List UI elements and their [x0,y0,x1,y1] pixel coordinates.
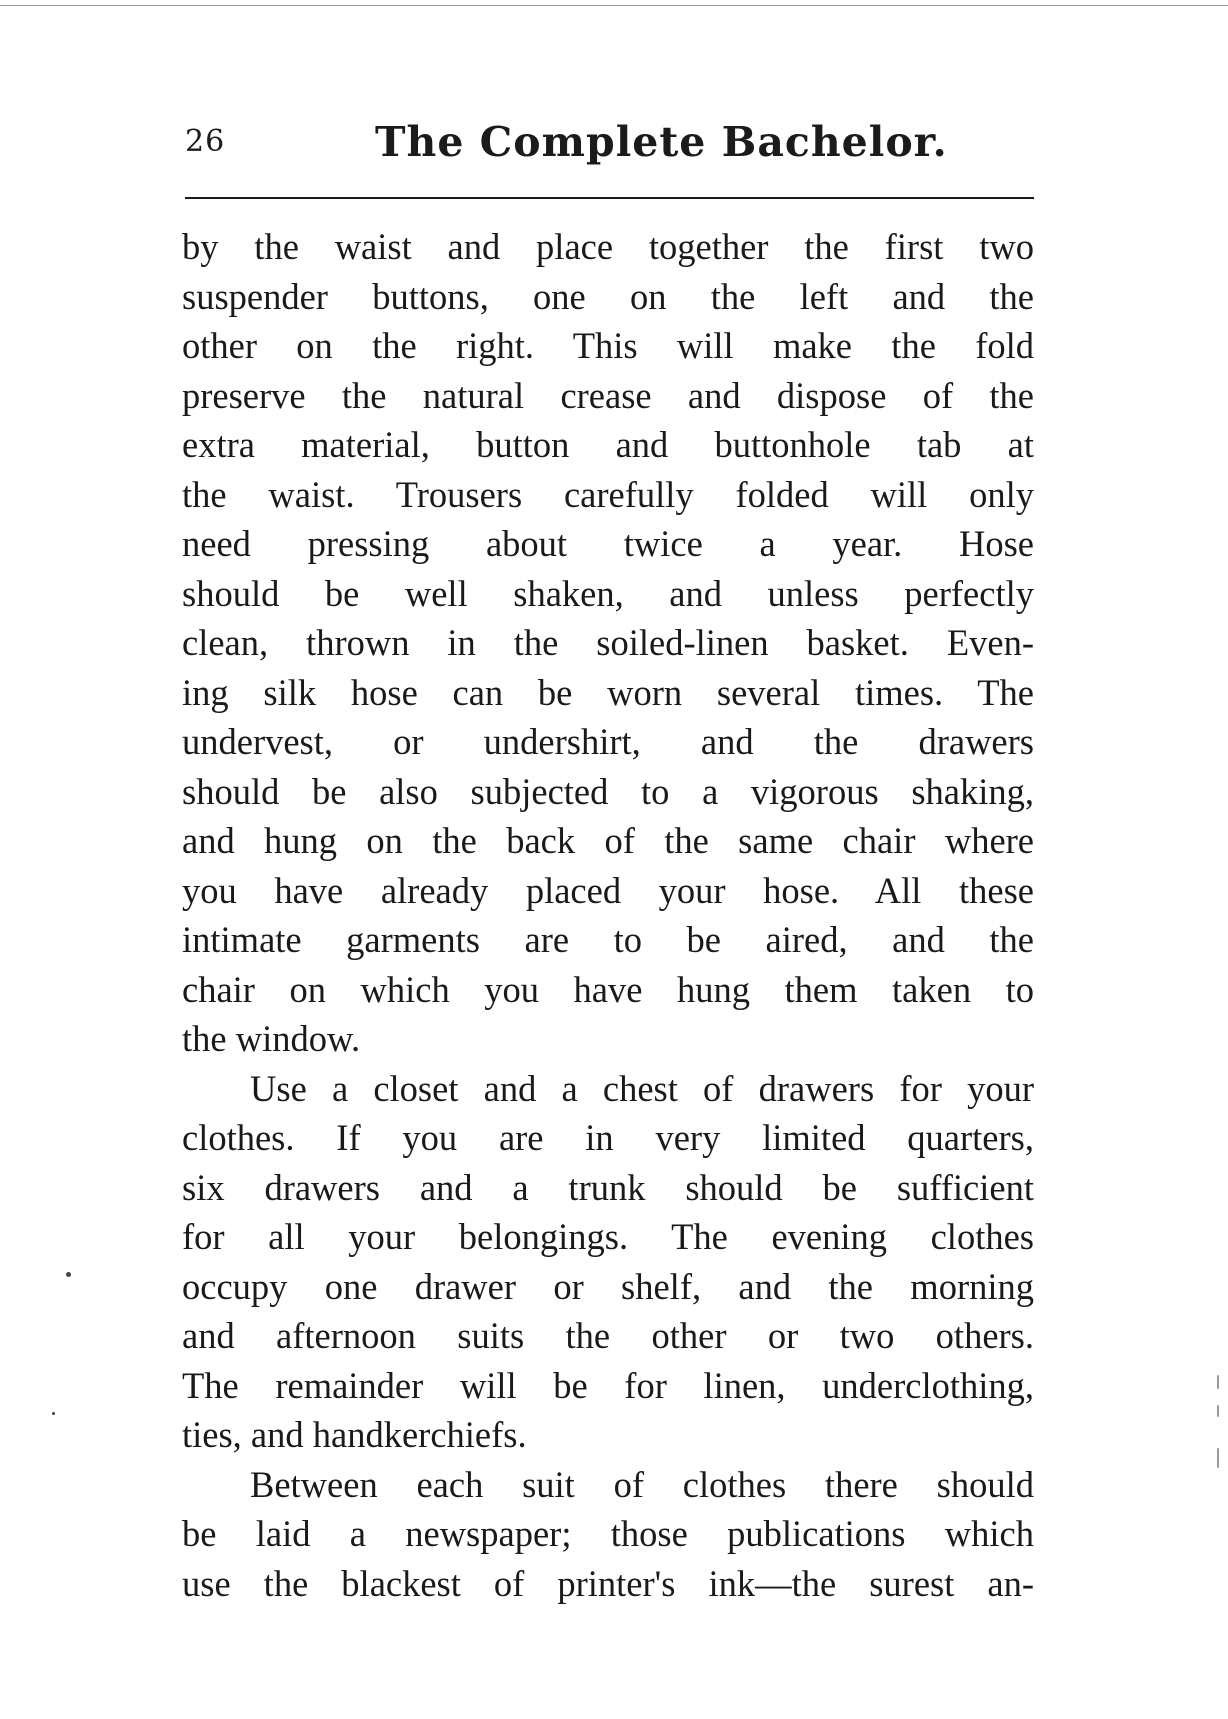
text-line: other on the right. This will make the fold [182,325,1034,366]
text-line: preserve the natural crease and dispose of the [182,374,1034,416]
text-line: Between each suit of clothes there should [250,1463,1034,1505]
scan-speck [1217,1405,1219,1417]
text-line: should be well shaken, and unless perfectly [182,572,1034,614]
scan-speck [52,1412,55,1415]
text-line: you have already placed your hose. All these [182,869,1034,911]
text-line: clothes. If you are in very limited quarters, [182,1117,1034,1158]
text-line: suspender buttons, one on the left and the [182,275,1034,317]
text-line: and afternoon suits the other or two others. [182,1315,1034,1356]
text-line: ing silk hose can be worn several times. The [182,671,1034,713]
text-line: clean, thrown in the soiled-linen basket. Even- [182,622,1034,663]
text-line: intimate garments are to be aired, and the [182,919,1034,960]
text-line: for all your belongings. The evening clothes [182,1216,1034,1257]
text-line: six drawers and a trunk should be sufficient [182,1166,1034,1208]
text-line: need pressing about twice a year. Hose [182,523,1034,564]
text-line: extra material, button and buttonhole tab at [182,424,1034,465]
scan-speck [1217,1448,1219,1468]
text-line: the waist. Trousers carefully folded will only [182,473,1034,515]
text-line: occupy one drawer or shelf, and the morning [182,1265,1034,1307]
text-line: be laid a newspaper; those publications which [182,1513,1034,1554]
text-line: use the blackest of printer's ink—the surest an- [182,1562,1034,1604]
text-line: and hung on the back of the same chair where [182,820,1034,861]
text-line: should be also subjected to a vigorous shaking, [182,770,1034,812]
text-line: by the waist and place together the first two [182,226,1034,267]
text-line: The remainder will be for linen, underclothing, [182,1364,1034,1406]
running-head-title: The Complete Bachelor. [375,118,948,166]
scan-speck [66,1272,71,1277]
text-line: chair on which you have hung them taken to [182,968,1034,1010]
text-line: undervest, or undershirt, and the drawers [182,721,1034,762]
body-text [182,222,1034,1608]
scan-top-edge [0,5,1228,6]
text-line: Use a closet and a chest of drawers for your [250,1067,1034,1109]
text-line: the window. [182,1018,361,1059]
page-header [185,118,1035,178]
header-rule [185,197,1034,199]
scan-speck [1217,1375,1219,1389]
text-line: ties, and handkerchiefs. [182,1414,527,1455]
page-number: 26 [185,124,226,159]
